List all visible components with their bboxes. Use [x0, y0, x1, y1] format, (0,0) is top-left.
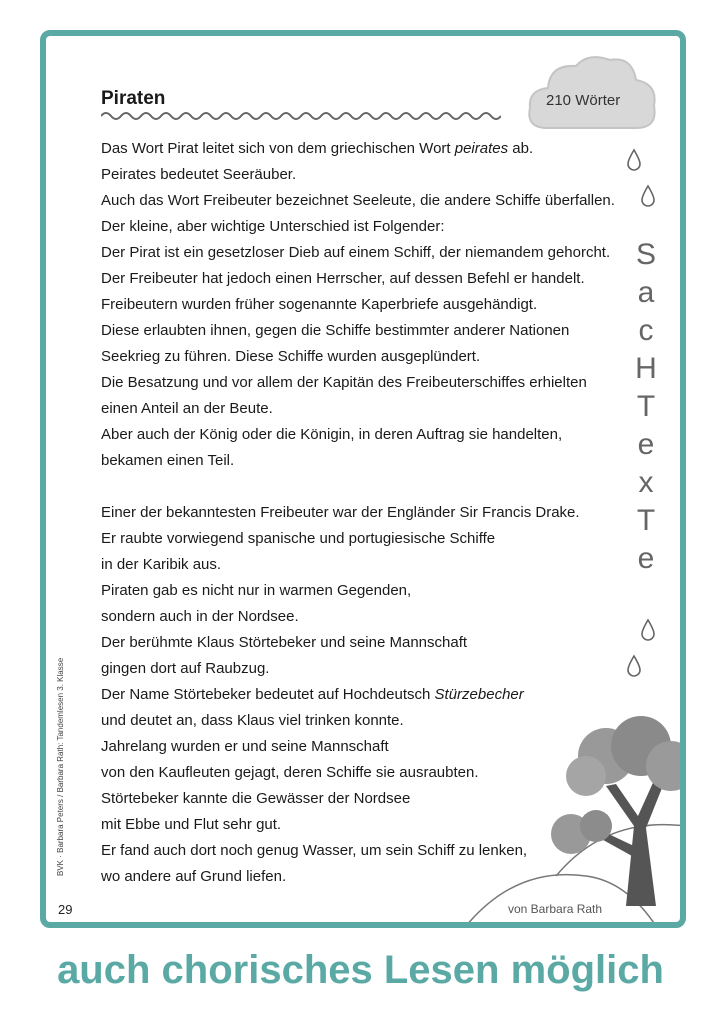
text-line	[101, 214, 615, 240]
vertical-letter: e	[637, 428, 655, 461]
text-line	[101, 422, 615, 448]
text-segment: Der Name Störtebeker bedeutet auf Hochdeutsch	[101, 686, 435, 703]
vertical-letter: a	[637, 276, 655, 309]
text-segment: und deutet an, dass Klaus viel trinken konnte.	[101, 712, 404, 729]
text-segment: Auch das Wort Freibeuter bezeichnet Seeleute, die andere Schiffe überfallen.	[101, 192, 615, 209]
text-segment: sondern auch in der Nordsee.	[101, 608, 299, 625]
text-line	[101, 448, 615, 474]
text-line	[101, 526, 615, 552]
text-segment: Der Freibeuter hat jedoch einen Herrscher, auf dessen Befehl er handelt.	[101, 270, 585, 287]
text-line	[101, 552, 615, 578]
tree-illustration	[456, 716, 686, 926]
text-segment: Diese erlaubten ihnen, gegen die Schiffe bestimmter anderer Nationen	[101, 322, 570, 339]
text-line	[101, 474, 615, 500]
text-line	[101, 396, 615, 422]
drop-icon	[626, 654, 642, 678]
vertical-letter: c	[638, 314, 654, 347]
text-segment: Seekrieg zu führen. Diese Schiffe wurden ausgeplündert.	[101, 348, 481, 365]
italic-term: peirates	[454, 140, 509, 157]
text-segment: Piraten gab es nicht nur in warmen Gegenden,	[101, 582, 412, 599]
vertical-letter: x	[638, 466, 654, 499]
text-line	[101, 136, 615, 162]
text-line	[101, 578, 615, 604]
text-segment: Jahrelang wurden er und seine Mannschaft	[101, 738, 389, 755]
text-line	[101, 344, 615, 370]
text-segment: Peirates bedeutet Seeräuber.	[101, 166, 297, 183]
text-segment: in der Karibik aus.	[101, 556, 222, 573]
text-segment: von den Kaufleuten gejagt, deren Schiffe sie ausraubten.	[101, 764, 479, 781]
text-line	[101, 162, 615, 188]
page-number: 29	[58, 902, 73, 917]
text-segment: Aber auch der König oder die Königin, in deren Auftrag sie handelten,	[101, 426, 563, 443]
wavy-underline	[101, 110, 501, 122]
text-line	[101, 630, 615, 656]
text-line	[101, 682, 615, 708]
text-segment: Der kleine, aber wichtige Unterschied ist Folgender:	[101, 218, 445, 235]
drop-icon	[640, 618, 656, 642]
text-segment: Er fand auch dort noch genug Wasser, um sein Schiff zu lenken,	[101, 842, 528, 859]
text-segment: einen Anteil an der Beute.	[101, 400, 273, 417]
text-segment: Einer der bekanntesten Freibeuter war der Engländer Sir Francis Drake.	[101, 504, 580, 521]
text-segment: mit Ebbe und Flut sehr gut.	[101, 816, 282, 833]
text-segment: Freibeutern wurden früher sogenannte Kaperbriefe ausgehändigt.	[101, 296, 538, 313]
drop-icon	[626, 148, 642, 172]
text-segment: bekamen einen Teil.	[101, 452, 235, 469]
vertical-letter: e	[637, 542, 655, 575]
vertical-label-sachtexte	[632, 236, 660, 578]
text-segment: Der berühmte Klaus Störtebeker und seine Mannschaft	[101, 634, 468, 651]
worksheet-page	[40, 30, 686, 928]
author: von Barbara Rath	[508, 902, 603, 916]
text-line	[101, 188, 615, 214]
side-credit: BVK · Barbara Peters / Barbara Rath: Tandemlesen 3. Klasse	[56, 657, 65, 876]
page-title: Piraten	[101, 88, 166, 109]
text-segment: Der Pirat ist ein gesetzloser Dieb auf einem Schiff, der niemandem gehorcht.	[101, 244, 611, 261]
text-line	[101, 604, 615, 630]
vertical-letter: T	[636, 504, 656, 537]
vertical-letter: H	[635, 352, 657, 385]
text-segment: Das Wort Pirat leitet sich von dem griechischen Wort	[101, 140, 455, 157]
italic-term: Stürzebecher	[434, 686, 524, 703]
text-segment: Störtebeker kannte die Gewässer der Nordsee	[101, 790, 411, 807]
text-line	[101, 370, 615, 396]
text-line	[101, 500, 615, 526]
text-segment: ab.	[508, 140, 534, 157]
text-line	[101, 318, 615, 344]
vertical-letter: T	[636, 390, 656, 423]
text-line	[101, 240, 615, 266]
text-segment: Die Besatzung und vor allem der Kapitän des Freibeuterschiffes erhielten	[101, 374, 587, 391]
text-line	[101, 292, 615, 318]
text-line	[101, 266, 615, 292]
word-count: 210 Wörter	[546, 92, 621, 109]
text-segment: Er raubte vorwiegend spanische und portugiesische Schiffe	[101, 530, 496, 547]
footer-caption: auch chorisches Lesen möglich	[57, 948, 664, 992]
text-segment: gingen dort auf Raubzug.	[101, 660, 270, 677]
text-segment: wo andere auf Grund liefen.	[101, 868, 287, 885]
drop-icon	[640, 184, 656, 208]
text-line	[101, 656, 615, 682]
vertical-letter: S	[635, 238, 656, 271]
